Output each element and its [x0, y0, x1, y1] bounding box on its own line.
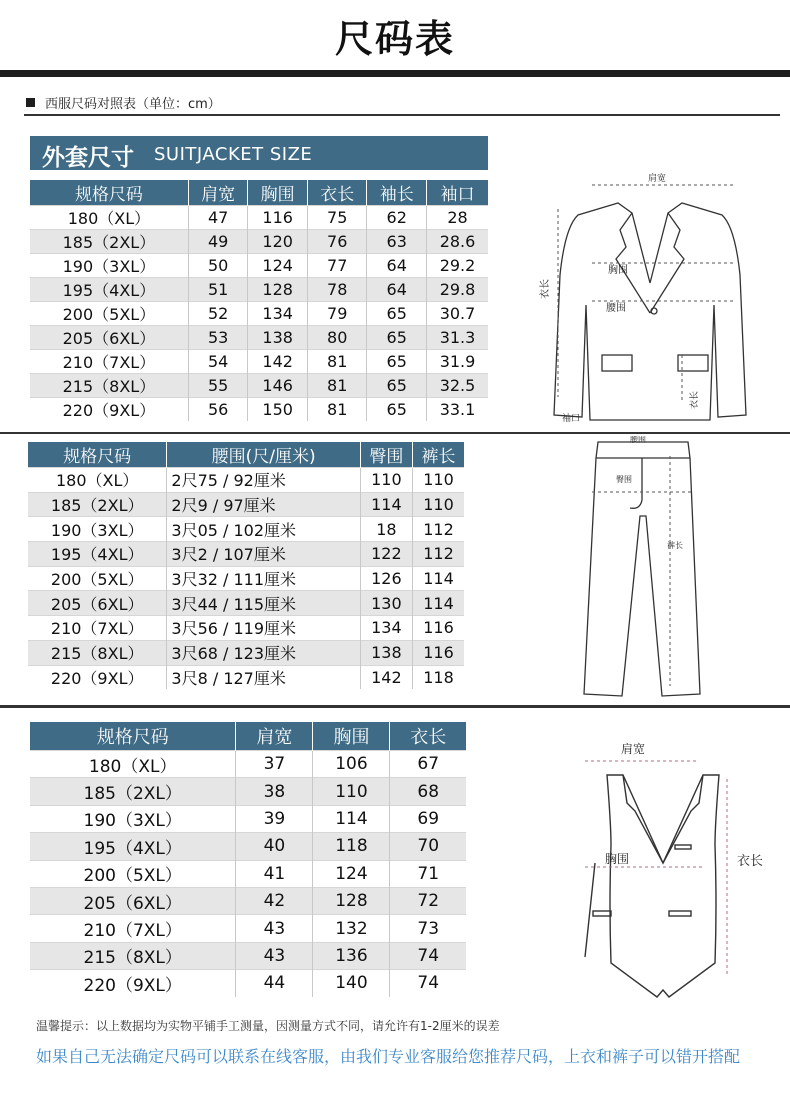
jacket-table-cell: 33.1 — [427, 398, 489, 422]
pants-table-cell: 3尺68 / 123厘米 — [167, 640, 360, 665]
jacket-header-cell: 袖长 — [367, 180, 427, 206]
pants-table-cell: 122 — [360, 542, 412, 567]
jacket-waist-label: 腰围 — [606, 303, 626, 314]
pants-table-cell: 112 — [413, 542, 465, 567]
jacket-table-cell: 65 — [367, 350, 427, 374]
jacket-table-cell: 195（4XL） — [30, 278, 188, 302]
vest-table-cell: 74 — [390, 970, 466, 997]
jacket-header-cell: 规格尺码 — [30, 180, 188, 206]
vest-table-row — [30, 805, 466, 832]
pants-table-cell: 200（5XL） — [28, 566, 167, 591]
vest-table-cell: 67 — [390, 751, 466, 778]
vest-pocket-left — [593, 911, 611, 916]
jacket-table-cell: 29.8 — [427, 278, 489, 302]
jacket-size-table — [30, 180, 488, 421]
pants-table-cell: 118 — [413, 665, 465, 689]
pants-table-row — [28, 591, 464, 616]
vest-table-row — [30, 915, 466, 942]
pants-table-cell: 112 — [413, 517, 465, 542]
jacket-table-cell: 124 — [248, 254, 308, 278]
vest-table-cell: 195（4XL） — [30, 833, 236, 860]
jacket-header-cell: 肩宽 — [188, 180, 248, 206]
jacket-diagram — [530, 165, 780, 430]
jacket-table-cell: 47 — [188, 206, 248, 230]
jacket-table-cell: 65 — [367, 326, 427, 350]
pants-table-row — [28, 492, 464, 517]
jacket-table-cell: 76 — [307, 230, 367, 254]
vest-table-cell: 128 — [313, 887, 390, 914]
vest-header-cell: 规格尺码 — [30, 722, 236, 751]
section-subtitle — [26, 93, 221, 112]
pants-table-cell: 110 — [360, 468, 412, 493]
vest-table-row — [30, 970, 466, 997]
jacket-table-cell: 56 — [188, 398, 248, 422]
jacket-table-row — [30, 350, 488, 374]
jacket-table-cell: 120 — [248, 230, 308, 254]
jacket-shoulder-label: 肩宽 — [648, 174, 667, 184]
vest-table-cell: 124 — [313, 860, 390, 887]
vest-table-cell: 185（2XL） — [30, 778, 236, 805]
vest-table-cell: 215（8XL） — [30, 942, 236, 969]
vest-header-cell: 肩宽 — [236, 722, 313, 751]
jacket-table-cell: 128 — [248, 278, 308, 302]
vest-table-row — [30, 887, 466, 914]
vest-chest-pocket — [675, 845, 691, 849]
jacket-table-cell: 32.5 — [427, 374, 489, 398]
vest-table-cell: 200（5XL） — [30, 860, 236, 887]
jacket-table-row — [30, 230, 488, 254]
jacket-pocket-left — [602, 355, 632, 371]
vest-table-cell: 43 — [236, 915, 313, 942]
jacket-banner-cn: 外套尺寸 — [42, 145, 134, 171]
vest-table-cell: 205（6XL） — [30, 887, 236, 914]
vest-length-label: 衣长 — [737, 854, 764, 869]
jacket-table-cell: 180（XL） — [30, 206, 188, 230]
jacket-table-cell: 31.3 — [427, 326, 489, 350]
pants-table-cell: 138 — [360, 640, 412, 665]
jacket-chest-label: 胸围 — [608, 265, 628, 276]
vest-table-row — [30, 751, 466, 778]
vest-table-cell: 73 — [390, 915, 466, 942]
jacket-table-row — [30, 278, 488, 302]
jacket-table-cell: 78 — [307, 278, 367, 302]
vest-table-cell: 114 — [313, 805, 390, 832]
pants-table-cell: 205（6XL） — [28, 591, 167, 616]
pants-table-cell: 116 — [413, 616, 465, 641]
jacket-table-cell: 54 — [188, 350, 248, 374]
vest-table-cell: 220（9XL） — [30, 970, 236, 997]
pants-table-row — [28, 542, 464, 567]
pants-table-cell: 110 — [413, 468, 465, 493]
vest-table-cell: 40 — [236, 833, 313, 860]
vest-table-cell: 69 — [390, 805, 466, 832]
jacket-table-row — [30, 206, 488, 230]
pants-table-cell: 116 — [413, 640, 465, 665]
vest-table-cell: 110 — [313, 778, 390, 805]
pants-header-cell: 裤长 — [413, 442, 465, 468]
pants-diagram — [570, 436, 720, 704]
pants-waist-label: 腰围 — [630, 436, 646, 444]
jacket-table-cell: 50 — [188, 254, 248, 278]
jacket-table-cell: 64 — [367, 278, 427, 302]
pants-table-cell: 3尺2 / 107厘米 — [167, 542, 360, 567]
jacket-table-cell: 190（3XL） — [30, 254, 188, 278]
section-divider-2 — [0, 705, 790, 708]
vest-table-cell: 37 — [236, 751, 313, 778]
jacket-sleeve-label: 衣长 — [690, 390, 700, 409]
vest-table-cell: 44 — [236, 970, 313, 997]
jacket-outline — [554, 203, 746, 420]
vest-pocket-right — [669, 911, 691, 916]
pants-table-cell: 2尺75 / 92厘米 — [167, 468, 360, 493]
vest-table-cell: 180（XL） — [30, 751, 236, 778]
vest-table-cell: 72 — [390, 887, 466, 914]
vest-table-cell: 68 — [390, 778, 466, 805]
jacket-table-cell: 138 — [248, 326, 308, 350]
pants-table-cell: 3尺32 / 111厘米 — [167, 566, 360, 591]
pants-table-cell: 130 — [360, 591, 412, 616]
jacket-table-cell: 31.9 — [427, 350, 489, 374]
pants-table-cell: 3尺44 / 115厘米 — [167, 591, 360, 616]
jacket-table-row — [30, 374, 488, 398]
pants-table-cell: 3尺8 / 127厘米 — [167, 665, 360, 689]
pants-table-cell: 18 — [360, 517, 412, 542]
jacket-table-cell: 220（9XL） — [30, 398, 188, 422]
jacket-table-cell: 75 — [307, 206, 367, 230]
jacket-table-cell: 29.2 — [427, 254, 489, 278]
pants-table-row — [28, 468, 464, 493]
jacket-table-row — [30, 302, 488, 326]
jacket-table-cell: 65 — [367, 374, 427, 398]
page-title: 尺码表 — [334, 17, 455, 61]
pants-header-cell: 腰围(尺/厘米) — [167, 442, 360, 468]
jacket-header-cell: 衣长 — [307, 180, 367, 206]
pants-length-label: 裤长 — [667, 541, 683, 550]
pants-table-row — [28, 640, 464, 665]
jacket-table-cell: 205（6XL） — [30, 326, 188, 350]
pants-table-row — [28, 665, 464, 689]
jacket-table-cell: 52 — [188, 302, 248, 326]
vest-table-cell: 118 — [313, 833, 390, 860]
title-divider — [0, 70, 790, 77]
jacket-table-cell: 210（7XL） — [30, 350, 188, 374]
vest-table-row — [30, 942, 466, 969]
jacket-table-cell: 30.7 — [427, 302, 489, 326]
jacket-lapel — [616, 213, 684, 313]
jacket-cuff-label: 袖口 — [562, 414, 581, 424]
pants-table-cell: 114 — [413, 566, 465, 591]
vest-shoulder-label: 肩宽 — [621, 742, 646, 756]
jacket-table-cell: 146 — [248, 374, 308, 398]
jacket-table-cell: 77 — [307, 254, 367, 278]
jacket-table-cell: 81 — [307, 374, 367, 398]
pants-table-cell: 210（7XL） — [28, 616, 167, 641]
jacket-table-cell: 51 — [188, 278, 248, 302]
vest-diagram — [565, 735, 780, 1010]
jacket-table-cell: 53 — [188, 326, 248, 350]
pants-table-cell: 215（8XL） — [28, 640, 167, 665]
jacket-table-row — [30, 254, 488, 278]
jacket-table-cell: 81 — [307, 350, 367, 374]
vest-header-cell: 衣长 — [390, 722, 466, 751]
pants-table-row — [28, 517, 464, 542]
jacket-table-cell: 63 — [367, 230, 427, 254]
pants-table-cell: 3尺56 / 119厘米 — [167, 616, 360, 641]
vest-lapel — [623, 775, 703, 863]
jacket-length-label: 衣长 — [540, 279, 551, 299]
vest-table-cell: 210（7XL） — [30, 915, 236, 942]
measurement-note: 温馨提示：以上数据均为实物平铺手工测量，因测量方式不同，请允许有1-2厘米的误差 — [36, 1019, 500, 1033]
pants-table-cell: 114 — [360, 492, 412, 517]
pants-table-cell: 110 — [413, 492, 465, 517]
vest-table-cell: 132 — [313, 915, 390, 942]
jacket-banner — [30, 136, 488, 170]
vest-table-cell: 190（3XL） — [30, 805, 236, 832]
pants-table-row — [28, 616, 464, 641]
jacket-table-cell: 116 — [248, 206, 308, 230]
pants-table-cell: 195（4XL） — [28, 542, 167, 567]
pants-table-cell: 2尺9 / 97厘米 — [167, 492, 360, 517]
jacket-table-cell: 185（2XL） — [30, 230, 188, 254]
vest-table-cell: 71 — [390, 860, 466, 887]
jacket-table-cell: 55 — [188, 374, 248, 398]
jacket-table-cell: 64 — [367, 254, 427, 278]
subtitle-text: 西服尺码对照表（单位：cm） — [45, 97, 221, 112]
vest-outline — [607, 775, 719, 997]
pants-table-cell: 114 — [413, 591, 465, 616]
vest-table-cell: 42 — [236, 887, 313, 914]
jacket-table-cell: 28 — [427, 206, 489, 230]
vest-armhole-left — [585, 863, 595, 957]
vest-table-cell: 43 — [236, 942, 313, 969]
jacket-table-cell: 49 — [188, 230, 248, 254]
size-advice: 如果自己无法确定尺码可以联系在线客服，由我们专业客服给您推荐尺码，上衣和裤子可以错开搭配 — [36, 1047, 741, 1066]
jacket-table-cell: 200（5XL） — [30, 302, 188, 326]
vest-table-row — [30, 778, 466, 805]
vest-table-cell: 41 — [236, 860, 313, 887]
vest-chest-label: 胸围 — [605, 852, 630, 866]
vest-table-cell: 74 — [390, 942, 466, 969]
vest-table-cell: 39 — [236, 805, 313, 832]
square-bullet-icon — [26, 98, 35, 107]
jacket-table-cell: 215（8XL） — [30, 374, 188, 398]
pants-header-cell: 规格尺码 — [28, 442, 167, 468]
pants-size-table — [28, 442, 464, 689]
jacket-header-cell: 胸围 — [248, 180, 308, 206]
pants-header-cell: 臀围 — [360, 442, 412, 468]
vest-table-cell: 38 — [236, 778, 313, 805]
pants-table-cell: 134 — [360, 616, 412, 641]
vest-table-row — [30, 860, 466, 887]
vest-table-cell: 70 — [390, 833, 466, 860]
jacket-banner-en: SUITJACKET SIZE — [154, 144, 313, 165]
pants-hip-label: 臀围 — [616, 475, 632, 484]
pants-table-cell: 180（XL） — [28, 468, 167, 493]
pants-table-cell: 185（2XL） — [28, 492, 167, 517]
jacket-table-cell: 142 — [248, 350, 308, 374]
pants-table-row — [28, 566, 464, 591]
jacket-table-cell: 79 — [307, 302, 367, 326]
subtitle-divider — [24, 114, 780, 116]
jacket-table-cell: 28.6 — [427, 230, 489, 254]
pants-table-cell: 190（3XL） — [28, 517, 167, 542]
jacket-table-cell: 81 — [307, 398, 367, 422]
vest-table-row — [30, 833, 466, 860]
jacket-table-cell: 80 — [307, 326, 367, 350]
section-divider-1 — [0, 432, 790, 434]
jacket-table-row — [30, 326, 488, 350]
jacket-table-cell: 62 — [367, 206, 427, 230]
pants-table-cell: 142 — [360, 665, 412, 689]
jacket-header-cell: 袖口 — [427, 180, 489, 206]
vest-table-cell: 140 — [313, 970, 390, 997]
jacket-table-cell: 150 — [248, 398, 308, 422]
vest-table-cell: 106 — [313, 751, 390, 778]
vest-table-cell: 136 — [313, 942, 390, 969]
vest-size-table — [30, 722, 466, 997]
pants-table-cell: 220（9XL） — [28, 665, 167, 689]
jacket-table-cell: 134 — [248, 302, 308, 326]
jacket-table-cell: 65 — [367, 398, 427, 422]
jacket-table-cell: 65 — [367, 302, 427, 326]
pants-table-cell: 126 — [360, 566, 412, 591]
vest-header-cell: 胸围 — [313, 722, 390, 751]
pants-table-cell: 3尺05 / 102厘米 — [167, 517, 360, 542]
jacket-table-row — [30, 398, 488, 422]
